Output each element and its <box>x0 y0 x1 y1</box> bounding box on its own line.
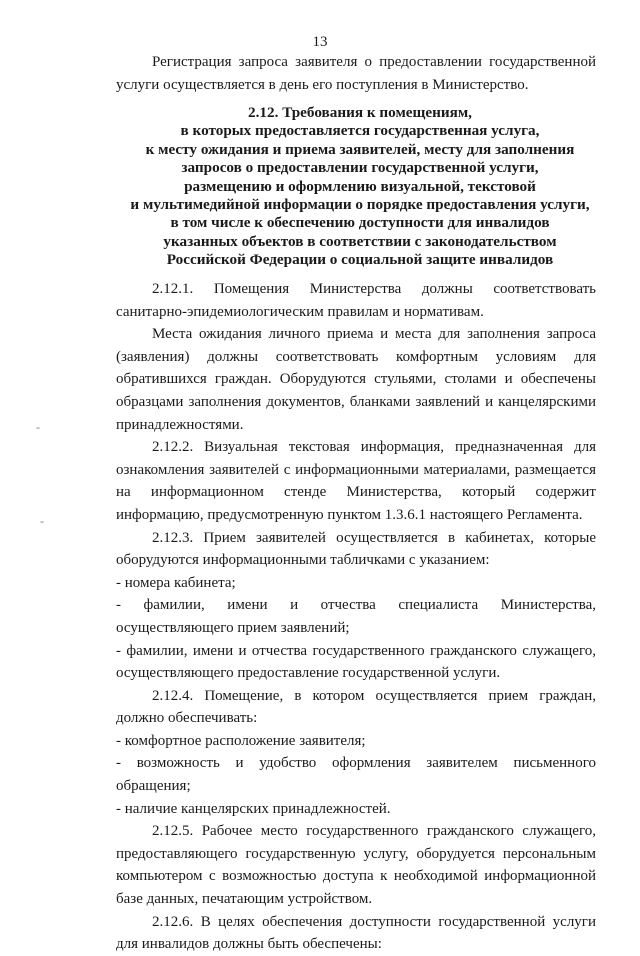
section-heading-line: запросов о предоставлении государственной услуги, <box>181 159 539 177</box>
section-heading-line: 2.12. Требования к помещениям, <box>248 104 472 121</box>
paragraph: 2.12.6. В целях обеспечения доступности государственной услуги для инвалидов должны быть обеспечены: <box>116 913 596 953</box>
section-heading <box>100 104 620 270</box>
paragraph: 2.12.5. Рабочее место государственного гражданского служащего, предоставляющего государственную услугу, оборудуется персональным компьютером с возможностью доступа к необходимой информационной базе данных, печатающим устройством. <box>116 823 596 908</box>
intro-paragraph: Регистрация запроса заявителя о предоставлении государственной услуги осуществляется в день его поступления в Министерство. <box>116 54 596 93</box>
list-item: - возможность и удобство оформления заявителем письменного обращения; <box>116 755 596 795</box>
body-text <box>116 278 596 956</box>
paragraph: 2.12.2. Визуальная текстовая информация, предназначенная для ознакомления заявителей с информационными материалами, размещается на информационном стенде Министерства, который содержит информацию, предусмотренную пунктом 1.3.6.1 настоящего Регламента. <box>116 439 596 523</box>
paragraph: 2.12.1. Помещения Министерства должны соответствовать санитарно-эпидемиологическим правилам и нормативам. <box>116 281 596 320</box>
list-item: - фамилии, имени и отчества государственного гражданского служащего, осуществляющего предоставление государственной услуги. <box>116 642 596 682</box>
section-heading-line: указанных объектов в соответствии с законодательством <box>163 232 557 250</box>
paragraph: 2.12.4. Помещение, в котором осуществляется прием граждан, должно обеспечивать: <box>116 687 596 727</box>
section-heading-line: в том числе к обеспечению доступности для инвалидов <box>170 214 550 232</box>
paragraph: Места ожидания личного приема и места для заполнения запроса (заявления) должны соответствовать комфортным условиям для обратившихся граждан. Оборудуются стульями, столами и обеспечены образцами заполнения документов, бланками заявлений и канцелярскими принадлежностями. <box>116 326 596 433</box>
intro-paragraph-block <box>116 51 596 96</box>
scan-mark: ‑ <box>40 514 44 528</box>
list-item: - фамилии, имени и отчества специалиста Министерства, осуществляющего прием заявлений; <box>116 597 596 636</box>
scan-mark: - <box>36 420 40 434</box>
page-number: 13 <box>312 34 328 50</box>
list-item: - комфортное расположение заявителя; <box>116 732 366 749</box>
section-heading-line: Российской Федерации о социальной защите инвалидов <box>166 251 554 269</box>
list-item: - номера кабинета; <box>116 574 236 591</box>
section-heading-line: размещению и оформлению визуальной, текстовой <box>184 177 536 195</box>
section-heading-line: к месту ожидания и приема заявителей, месту для заполнения <box>145 140 575 158</box>
paragraph: 2.12.3. Прием заявителей осуществляется в кабинетах, которые оборудуются информационными табличками с указанием: <box>116 529 596 569</box>
list-item: - наличие канцелярских принадлежностей. <box>116 800 391 817</box>
section-heading-line: и мультимедийной информации о порядке предоставления услуги, <box>130 196 590 214</box>
section-heading-line: в которых предоставляется государственная услуга, <box>180 122 540 140</box>
